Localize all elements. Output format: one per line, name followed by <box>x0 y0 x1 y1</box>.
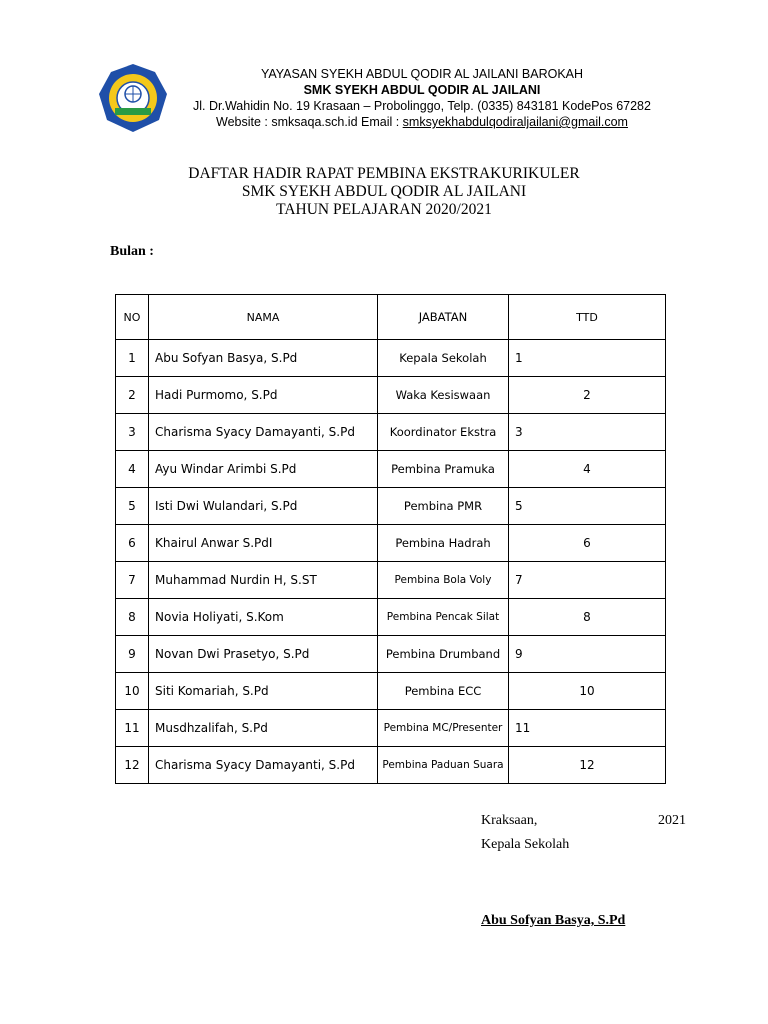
row-nama: Khairul Anwar S.PdI <box>149 525 378 562</box>
header-nama: NAMA <box>149 295 378 340</box>
row-no: 5 <box>116 488 149 525</box>
table-row <box>116 747 666 784</box>
row-no: 9 <box>116 636 149 673</box>
row-nama: Novia Holiyati, S.Kom <box>149 599 378 636</box>
row-jabatan: Pembina Hadrah <box>378 525 509 562</box>
row-nama: Muhammad Nurdin H, S.ST <box>149 562 378 599</box>
signature-place-date <box>481 813 686 829</box>
table-row <box>116 673 666 710</box>
table-row <box>116 377 666 414</box>
letterhead <box>172 66 672 130</box>
row-jabatan: Koordinator Ekstra <box>378 414 509 451</box>
row-no: 4 <box>116 451 149 488</box>
row-ttd: 6 <box>509 525 666 562</box>
row-ttd: 3 <box>509 414 666 451</box>
table-row <box>116 488 666 525</box>
row-jabatan: Pembina PMR <box>378 488 509 525</box>
table-row <box>116 599 666 636</box>
row-ttd: 12 <box>509 747 666 784</box>
table-header-row <box>116 295 666 340</box>
row-no: 10 <box>116 673 149 710</box>
school-address: Jl. Dr.Wahidin No. 19 Krasaan – Probolinggo, Telp. (0335) 843181 KodePos 67282 <box>193 99 651 113</box>
website-line <box>172 114 672 130</box>
row-no: 11 <box>116 710 149 747</box>
row-jabatan: Pembina ECC <box>378 673 509 710</box>
row-no: 12 <box>116 747 149 784</box>
table-row <box>116 451 666 488</box>
logo-ribbon <box>115 108 151 115</box>
row-no: 7 <box>116 562 149 599</box>
row-ttd: 5 <box>509 488 666 525</box>
row-no: 3 <box>116 414 149 451</box>
row-jabatan: Pembina Paduan Suara <box>378 747 509 784</box>
row-nama: Abu Sofyan Basya, S.Pd <box>149 340 378 377</box>
school-logo <box>97 62 169 134</box>
row-no: 2 <box>116 377 149 414</box>
header-ttd: TTD <box>509 295 666 340</box>
header-jabatan: JABATAN <box>378 295 509 340</box>
table-row <box>116 562 666 599</box>
row-ttd: 11 <box>509 710 666 747</box>
table-row <box>116 636 666 673</box>
title-line-3: TAHUN PELAJARAN 2020/2021 <box>276 201 492 218</box>
row-ttd: 4 <box>509 451 666 488</box>
school-name: SMK SYEKH ABDUL QODIR AL JAILANI <box>303 83 541 97</box>
website-prefix: Website : smksaqa.sch.id Email : <box>216 115 403 129</box>
row-ttd: 1 <box>509 340 666 377</box>
row-nama: Hadi Purmomo, S.Pd <box>149 377 378 414</box>
row-jabatan: Pembina Pencak Silat <box>378 599 509 636</box>
email-link[interactable]: smksyekhabdulqodiraljailani@gmail.com <box>402 115 628 129</box>
table-row <box>116 414 666 451</box>
row-jabatan: Pembina MC/Presenter <box>378 710 509 747</box>
row-no: 1 <box>116 340 149 377</box>
foundation-name: YAYASAN SYEKH ABDUL QODIR AL JAILANI BAROKAH <box>260 67 584 81</box>
row-jabatan: Pembina Drumband <box>378 636 509 673</box>
signature-role: Kepala Sekolah <box>481 837 570 852</box>
row-jabatan: Waka Kesiswaan <box>378 377 509 414</box>
table-row <box>116 525 666 562</box>
document-title <box>0 165 768 219</box>
row-nama: Ayu Windar Arimbi S.Pd <box>149 451 378 488</box>
row-ttd: 7 <box>509 562 666 599</box>
row-no: 8 <box>116 599 149 636</box>
signature-place: Kraksaan, <box>481 813 538 828</box>
title-line-2: SMK SYEKH ABDUL QODIR AL JAILANI <box>241 183 527 200</box>
row-nama: Musdhzalifah, S.Pd <box>149 710 378 747</box>
row-jabatan: Pembina Pramuka <box>378 451 509 488</box>
row-nama: Siti Komariah, S.Pd <box>149 673 378 710</box>
row-nama: Charisma Syacy Damayanti, S.Pd <box>149 747 378 784</box>
bulan-label: Bulan : <box>110 244 154 259</box>
title-line-1: DAFTAR HADIR RAPAT PEMBINA EKSTRAKURIKULER <box>188 165 580 182</box>
table-row <box>116 710 666 747</box>
row-ttd: 9 <box>509 636 666 673</box>
table-row <box>116 340 666 377</box>
row-ttd: 8 <box>509 599 666 636</box>
row-jabatan: Kepala Sekolah <box>378 340 509 377</box>
signature-year: 2021 <box>658 813 686 828</box>
header-no: NO <box>116 295 149 340</box>
row-nama: Novan Dwi Prasetyo, S.Pd <box>149 636 378 673</box>
row-ttd: 10 <box>509 673 666 710</box>
row-nama: Charisma Syacy Damayanti, S.Pd <box>149 414 378 451</box>
signature-name: Abu Sofyan Basya, S.Pd <box>481 913 626 928</box>
row-no: 6 <box>116 525 149 562</box>
row-nama: Isti Dwi Wulandari, S.Pd <box>149 488 378 525</box>
attendance-table <box>115 294 666 784</box>
row-jabatan: Pembina Bola Voly <box>378 562 509 599</box>
row-ttd: 2 <box>509 377 666 414</box>
